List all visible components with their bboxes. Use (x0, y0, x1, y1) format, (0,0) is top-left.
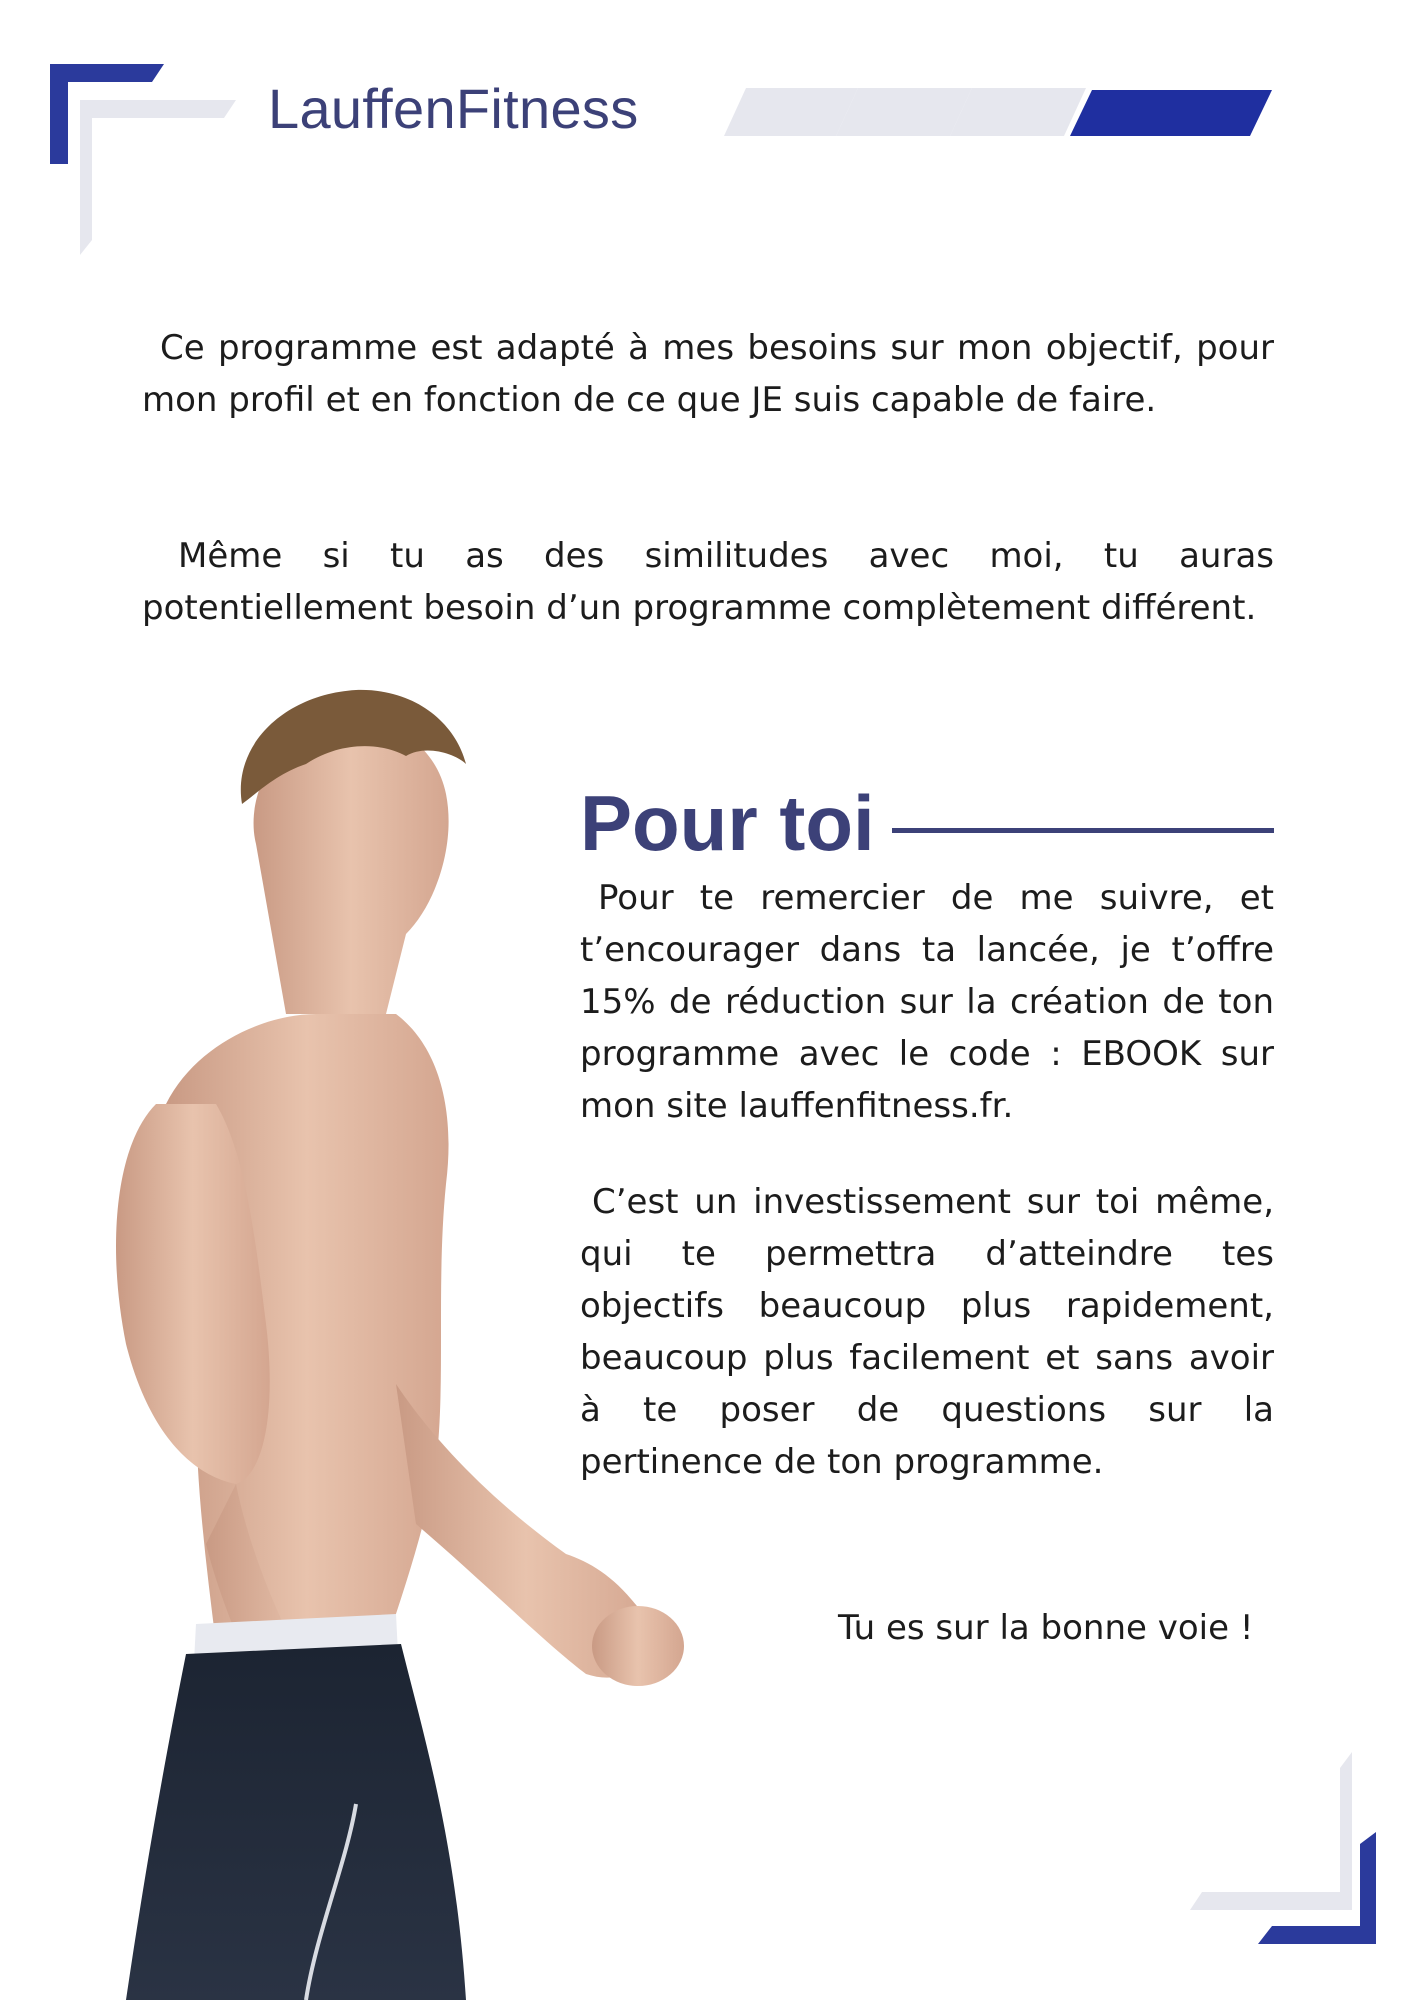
closing-line: Tu es sur la bonne voie ! (838, 1608, 1254, 1648)
progress-indicator (720, 86, 1275, 138)
progress-segment-2 (836, 88, 972, 136)
section-paragraph-2: C’est un investissement sur toi même, qui te permettra d’atteindre tes objectifs beaucoup plus rapidement, beaucoup plus facilement et sans avoir à te poser de questions sur la pertinence de ton programme. (580, 1182, 1274, 1482)
brand-logo-text: LauffenFitness (268, 77, 639, 140)
progress-segment-4-active (1070, 90, 1272, 136)
intro-paragraph-1: Ce programme est adapté à mes besoins sur mon objectif, pour mon profil et en fonction de ce que JE suis capable de faire. (142, 328, 1274, 420)
section-title: Pour toi (580, 779, 875, 867)
corner-decoration-bottom-right (1180, 1748, 1380, 1948)
section-paragraph-1: Pour te remercier de me suivre, et t’encourager dans ta lancée, je t’offre 15% de réduction sur la création de ton programme avec le code : EBOOK sur mon site lauffenfitness.fr. (580, 878, 1274, 1126)
title-underline-rule (892, 828, 1274, 833)
progress-segment-1 (724, 88, 858, 136)
corner-decoration-top-left (46, 60, 246, 255)
intro-paragraph-2: Même si tu as des similitudes avec moi, tu auras potentiellement besoin d’un programme complètement différent. (142, 536, 1274, 628)
progress-segment-3 (950, 88, 1086, 136)
